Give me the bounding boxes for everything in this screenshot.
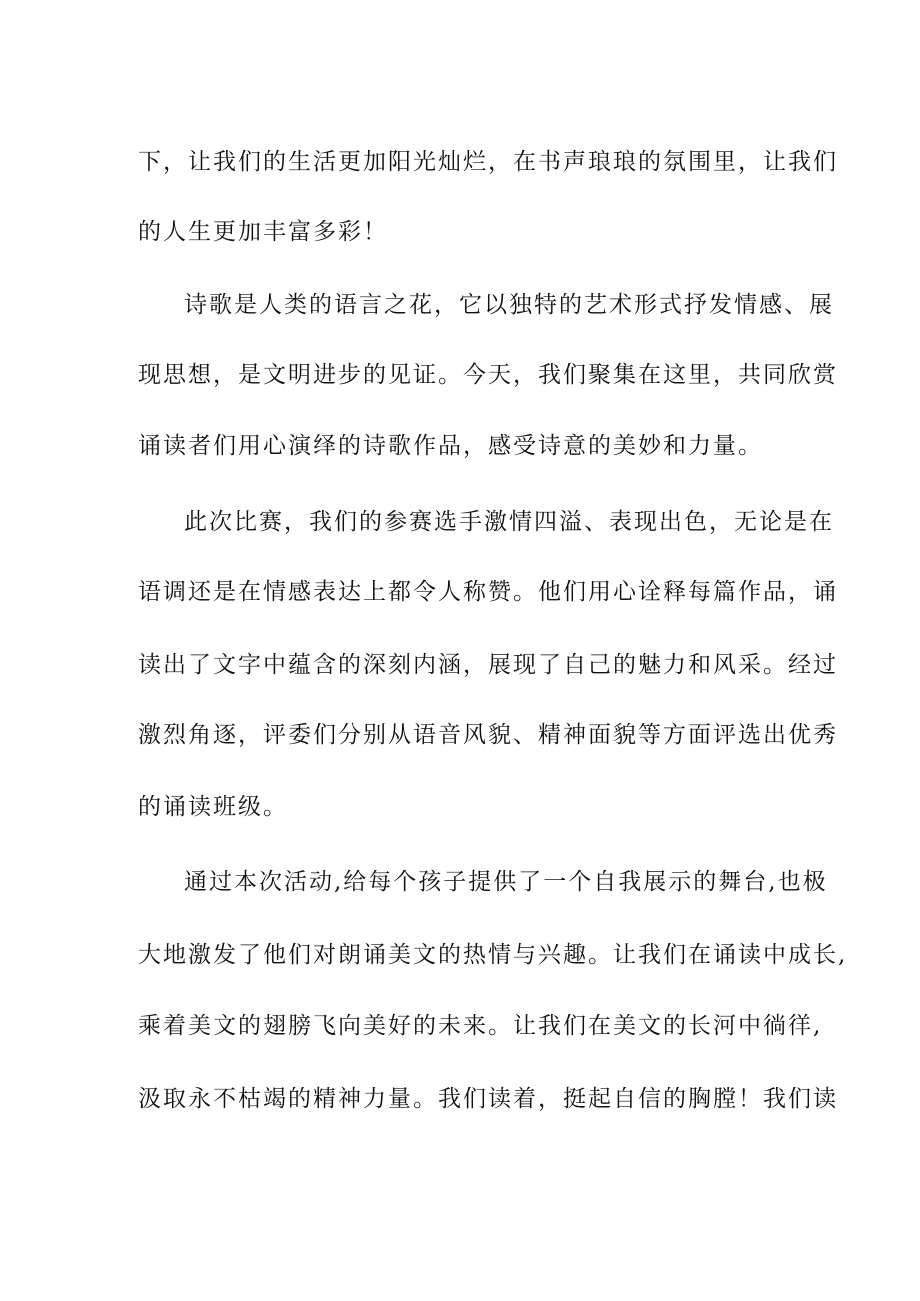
text-line-1: 下，让我们的生活更加阳光灿烂，在书声琅琅的氛围里，让我们 xyxy=(138,149,838,175)
text-line-2: 的人生更加丰富多彩！ xyxy=(138,219,388,245)
text-line-6: 此次比赛，我们的参赛选手激情四溢、表现出色，无论是在 xyxy=(184,509,834,535)
text-line-8: 读出了文字中蕴含的深刻内涵，展现了自己的魅力和风采。经过 xyxy=(138,652,838,678)
text-line-11: 通过本次活动,给每个孩子提供了一个自我展示的舞台,也极 xyxy=(184,869,828,895)
text-line-12: 大地激发了他们对朗诵美文的热情与兴趣。让我们在诵读中成长, xyxy=(138,942,848,968)
text-line-14: 汲取永不枯竭的精神力量。我们读着，挺起自信的胸膛！我们读 xyxy=(138,1086,838,1112)
text-line-9: 激烈角逐，评委们分别从语音风貌、精神面貌等方面评选出优秀 xyxy=(138,722,838,748)
text-line-13: 乘着美文的翅膀飞向美好的未来。让我们在美文的长河中徜徉, xyxy=(138,1013,823,1039)
text-line-4: 现思想，是文明进步的见证。今天，我们聚集在这里，共同欣赏 xyxy=(138,362,838,388)
text-line-3: 诗歌是人类的语言之花，它以独特的艺术形式抒发情感、展 xyxy=(184,292,834,318)
text-line-7: 语调还是在情感表达上都令人称赞。他们用心诠释每篇作品，诵 xyxy=(138,579,838,605)
text-line-5: 诵读者们用心演绎的诗歌作品，感受诗意的美妙和力量。 xyxy=(138,433,763,459)
text-line-10: 的诵读班级。 xyxy=(138,794,288,820)
